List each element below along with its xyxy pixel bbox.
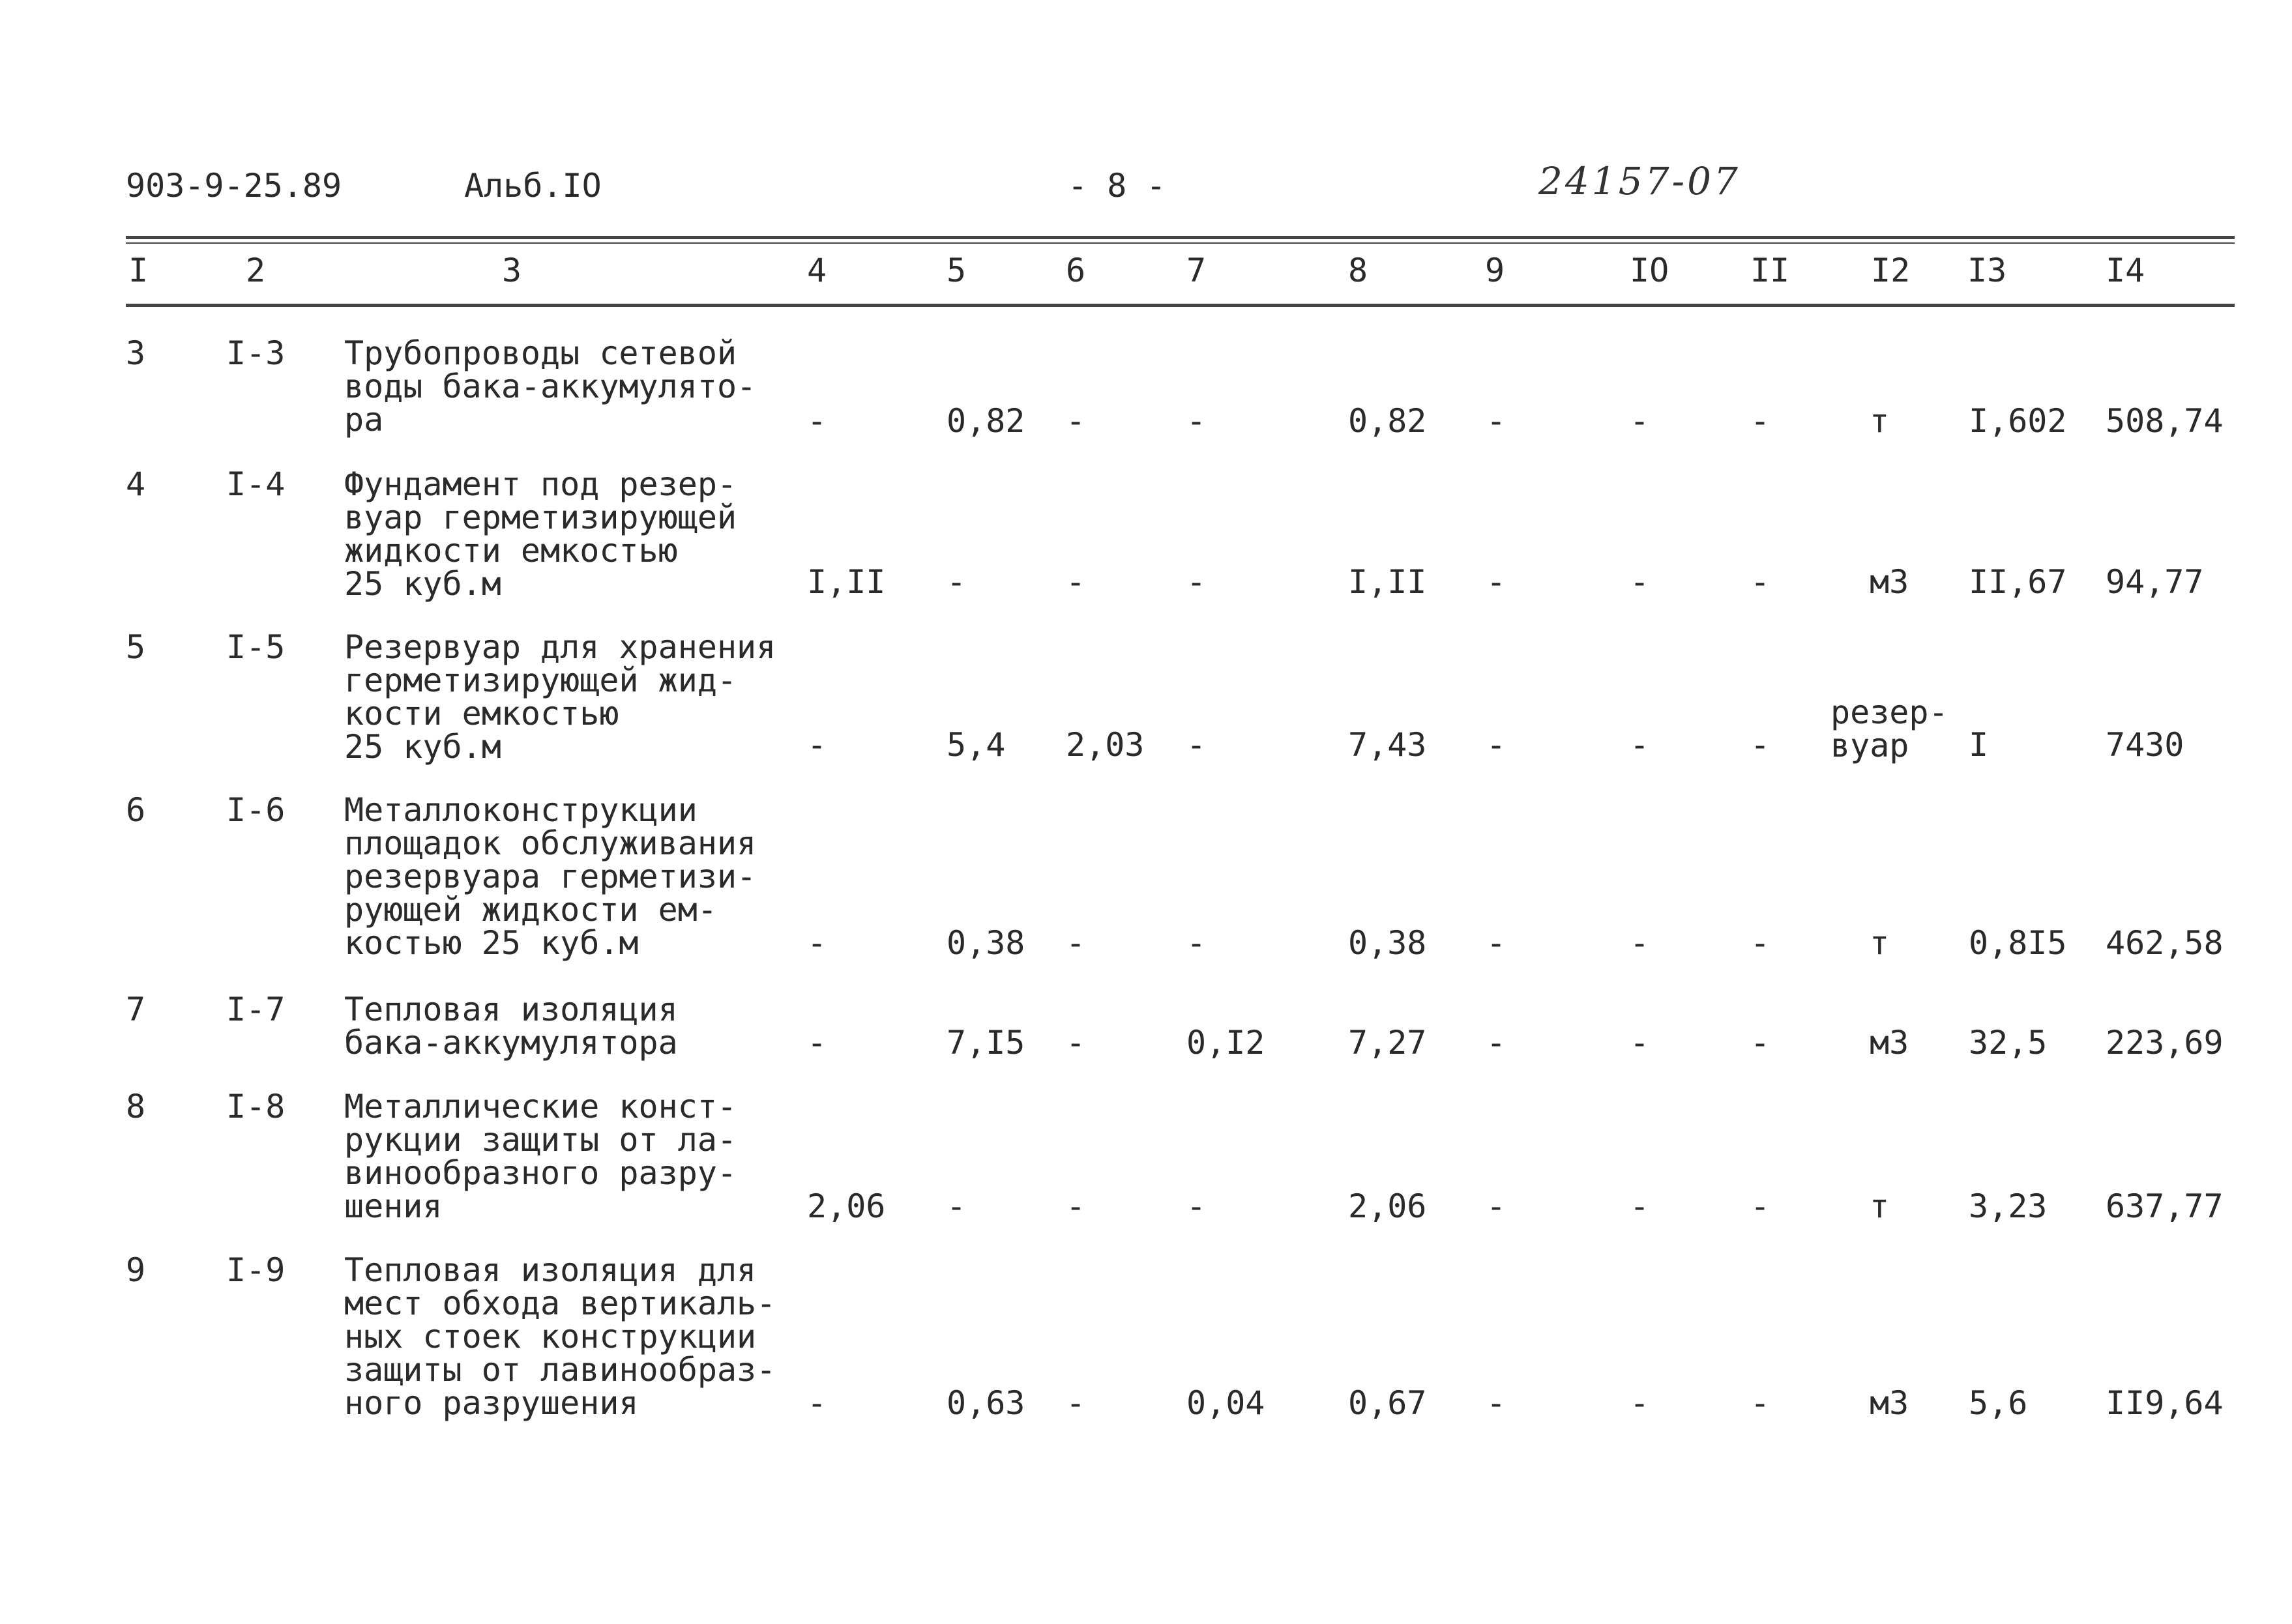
column-number: II [1750,252,1790,289]
row-col5: - [947,1187,967,1225]
row-col6: - [1066,563,1086,601]
row-col8: 0,67 [1348,1384,1427,1422]
row-col4: - [807,726,827,764]
row-unit: м3 [1870,1024,1909,1062]
row-total: 94,77 [2106,563,2204,601]
row-code: I-7 [226,991,286,1028]
row-col11: - [1750,1187,1770,1225]
row-col10: - [1630,726,1650,764]
row-col7: - [1186,924,1207,962]
row-col7: 0,I2 [1186,1024,1265,1062]
row-total: 508,74 [2106,402,2224,440]
column-number: 9 [1485,252,1505,289]
row-col6: - [1066,1024,1086,1062]
row-quantity: 0,8I5 [1969,924,2067,962]
row-col11: - [1750,1384,1770,1422]
column-number: 5 [947,252,967,289]
row-total: II9,64 [2106,1384,2224,1422]
row-col4: I,II [807,563,886,601]
column-number: I2 [1871,252,1911,289]
row-col10: - [1630,563,1650,601]
row-quantity: 32,5 [1969,1024,2048,1062]
top-rule [126,236,2235,239]
row-col11: - [1750,1024,1770,1062]
row-col8: 2,06 [1348,1187,1427,1225]
row-col8: 0,38 [1348,924,1427,962]
row-code: I-4 [226,465,286,503]
row-quantity: 5,6 [1969,1384,2028,1422]
row-col5: 0,82 [947,402,1025,440]
row-number: 6 [126,791,146,829]
row-description: Металлические конст- рукции защиты от ла- винообразного разру- шения [344,1088,737,1225]
row-col9: - [1486,1384,1506,1422]
column-number: I [128,252,149,289]
column-number: 2 [246,252,266,289]
row-col11: - [1750,402,1770,440]
row-code: I-3 [226,334,286,372]
row-number: 5 [126,628,146,666]
row-col8: 7,43 [1348,726,1427,764]
row-description: Резервуар для хранения герметизирующей жид- кости емкостью 25 куб.м [344,628,776,766]
column-number: I4 [2106,252,2145,289]
column-number: 4 [807,252,827,289]
row-code: I-5 [226,628,286,666]
column-number: I3 [1967,252,2007,289]
row-quantity: 3,23 [1969,1187,2048,1225]
row-unit: т [1870,402,1890,440]
row-col4: 2,06 [807,1187,886,1225]
row-total: 7430 [2106,726,2184,764]
row-number: 9 [126,1251,146,1289]
row-col8: I,II [1348,563,1427,601]
inventory-number: 24157-07 [1538,159,1741,203]
row-number: 7 [126,991,146,1028]
row-col4: - [807,402,827,440]
row-col5: 0,38 [947,924,1025,962]
row-unit: м3 [1870,1384,1909,1422]
row-col7: - [1186,563,1207,601]
row-code: I-8 [226,1088,286,1125]
row-col4: - [807,924,827,962]
row-quantity: I [1969,726,1989,764]
row-quantity: I,602 [1969,402,2067,440]
row-code: I-9 [226,1251,286,1289]
row-col6: - [1066,1384,1086,1422]
album-label: Альб.IO [464,167,602,205]
row-col6: - [1066,924,1086,962]
row-col10: - [1630,402,1650,440]
row-col9: - [1486,402,1506,440]
column-number: 3 [502,252,522,289]
row-total: 462,58 [2106,924,2224,962]
row-unit: резер- вуар [1830,693,1948,764]
row-number: 3 [126,334,146,372]
row-description: Тепловая изоляция бака-аккумулятора [344,991,678,1062]
row-col7: - [1186,1187,1207,1225]
row-col11: - [1750,924,1770,962]
row-unit: м3 [1870,563,1909,601]
row-unit: т [1870,924,1890,962]
row-number: 4 [126,465,146,503]
row-col7: - [1186,726,1207,764]
row-col7: - [1186,402,1207,440]
row-description: Металлоконструкции площадок обслуживания резервуара герметизи- рующей жидкости ем- костью 25 куб.м [344,791,757,962]
row-col10: - [1630,1024,1650,1062]
row-col5: 0,63 [947,1384,1025,1422]
row-col4: - [807,1384,827,1422]
row-col8: 7,27 [1348,1024,1427,1062]
row-description: Тепловая изоляция для мест обхода вертикаль- ных стоек конструкции защиты от лавинообраз- ного разрушения [344,1251,776,1422]
row-col9: - [1486,1187,1506,1225]
header-bottom-rule [126,304,2235,307]
row-description: Трубопроводы сетевой воды бака-аккумулято- ра [344,334,757,439]
row-col9: - [1486,1024,1506,1062]
row-col5: - [947,563,967,601]
row-total: 223,69 [2106,1024,2224,1062]
column-number: 6 [1066,252,1086,289]
row-description: Фундамент под резер- вуар герметизирующей жидкости емкостью 25 куб.м [344,465,737,603]
row-col6: - [1066,1187,1086,1225]
row-unit: т [1870,1187,1890,1225]
row-col5: 5,4 [947,726,1006,764]
row-quantity: II,67 [1969,563,2067,601]
row-col6: 2,03 [1066,726,1145,764]
row-col9: - [1486,563,1506,601]
row-col7: 0,04 [1186,1384,1265,1422]
row-col6: - [1066,402,1086,440]
column-number: 8 [1348,252,1368,289]
row-col11: - [1750,726,1770,764]
row-number: 8 [126,1088,146,1125]
row-col5: 7,I5 [947,1024,1025,1062]
row-col4: - [807,1024,827,1062]
column-number: IO [1630,252,1669,289]
column-number: 7 [1186,252,1207,289]
row-col10: - [1630,1187,1650,1225]
row-total: 637,77 [2106,1187,2224,1225]
doc-code: 903-9-25.89 [126,167,342,205]
row-col10: - [1630,924,1650,962]
row-col11: - [1750,563,1770,601]
top-rule-thin [126,242,2235,244]
row-col9: - [1486,726,1506,764]
page-number: - 8 - [1068,167,1166,205]
row-col8: 0,82 [1348,402,1427,440]
row-col10: - [1630,1384,1650,1422]
row-code: I-6 [226,791,286,829]
row-col9: - [1486,924,1506,962]
